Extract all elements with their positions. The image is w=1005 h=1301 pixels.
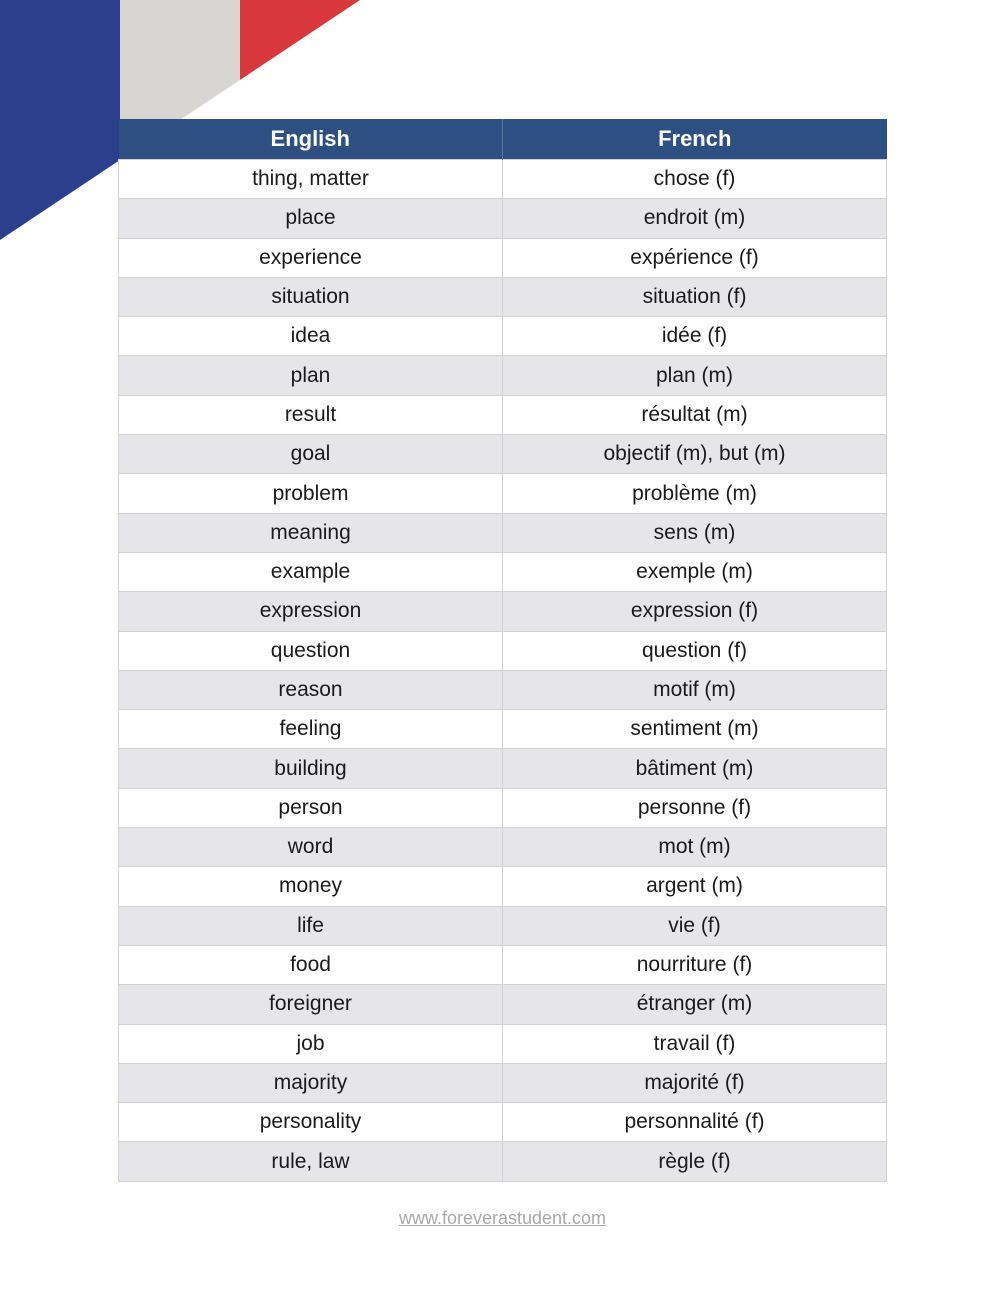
french-word-cell: objectif (m), but (m) (503, 435, 887, 474)
table-row (119, 945, 887, 984)
english-word-cell: majority (119, 1063, 503, 1102)
table-row (119, 592, 887, 631)
french-word-cell: sentiment (m) (503, 710, 887, 749)
french-word-cell: exemple (m) (503, 552, 887, 591)
english-word-cell: question (119, 631, 503, 670)
english-word-cell: person (119, 788, 503, 827)
table-row (119, 435, 887, 474)
english-word-cell: building (119, 749, 503, 788)
english-word-cell: situation (119, 277, 503, 316)
french-word-cell: motif (m) (503, 670, 887, 709)
french-word-cell: règle (f) (503, 1142, 887, 1181)
table-row (119, 199, 887, 238)
table-row (119, 1063, 887, 1102)
table-row (119, 1142, 887, 1181)
table-row (119, 277, 887, 316)
english-word-cell: plan (119, 356, 503, 395)
table-row (119, 356, 887, 395)
french-word-cell: chose (f) (503, 160, 887, 199)
english-word-cell: money (119, 867, 503, 906)
french-word-cell: bâtiment (m) (503, 749, 887, 788)
table-row (119, 474, 887, 513)
english-word-cell: rule, law (119, 1142, 503, 1181)
french-word-cell: expression (f) (503, 592, 887, 631)
table-row (119, 160, 887, 199)
english-word-cell: meaning (119, 513, 503, 552)
table-row (119, 670, 887, 709)
english-word-cell: reason (119, 670, 503, 709)
french-word-cell: vie (f) (503, 906, 887, 945)
english-word-cell: experience (119, 238, 503, 277)
table-row (119, 513, 887, 552)
english-word-cell: personality (119, 1103, 503, 1142)
french-word-cell: résultat (m) (503, 395, 887, 434)
french-word-cell: mot (m) (503, 828, 887, 867)
footer-website-link[interactable]: www.foreverastudent.com (398, 1208, 607, 1228)
english-word-cell: goal (119, 435, 503, 474)
english-word-cell: life (119, 906, 503, 945)
english-word-cell: result (119, 395, 503, 434)
english-word-cell: problem (119, 474, 503, 513)
french-word-cell: endroit (m) (503, 199, 887, 238)
table-row (119, 788, 887, 827)
french-word-cell: nourriture (f) (503, 945, 887, 984)
french-word-cell: étranger (m) (503, 985, 887, 1024)
french-word-cell: expérience (f) (503, 238, 887, 277)
french-word-cell: majorité (f) (503, 1063, 887, 1102)
french-word-cell: personne (f) (503, 788, 887, 827)
table-row (119, 552, 887, 591)
english-word-cell: food (119, 945, 503, 984)
table-body (119, 160, 887, 1182)
french-word-cell: idée (f) (503, 317, 887, 356)
english-word-cell: job (119, 1024, 503, 1063)
french-word-cell: plan (m) (503, 356, 887, 395)
french-word-cell: argent (m) (503, 867, 887, 906)
english-word-cell: place (119, 199, 503, 238)
english-word-cell: thing, matter (119, 160, 503, 199)
table-row (119, 985, 887, 1024)
table-row (119, 828, 887, 867)
column-header-english: English (119, 119, 503, 160)
english-word-cell: idea (119, 317, 503, 356)
table-row (119, 631, 887, 670)
french-word-cell: travail (f) (503, 1024, 887, 1063)
table-header-row (119, 119, 887, 160)
english-word-cell: feeling (119, 710, 503, 749)
column-header-french: French (503, 119, 887, 160)
table-row (119, 1024, 887, 1063)
english-word-cell: word (119, 828, 503, 867)
english-word-cell: expression (119, 592, 503, 631)
french-word-cell: question (f) (503, 631, 887, 670)
french-word-cell: sens (m) (503, 513, 887, 552)
table-row (119, 710, 887, 749)
french-word-cell: situation (f) (503, 277, 887, 316)
english-word-cell: example (119, 552, 503, 591)
table-row (119, 395, 887, 434)
french-word-cell: personnalité (f) (503, 1103, 887, 1142)
table-row (119, 906, 887, 945)
table-row (119, 1103, 887, 1142)
table-row (119, 238, 887, 277)
french-word-cell: problème (m) (503, 474, 887, 513)
english-word-cell: foreigner (119, 985, 503, 1024)
table-row (119, 867, 887, 906)
table-row (119, 749, 887, 788)
vocabulary-table (118, 119, 887, 1182)
table-row (119, 317, 887, 356)
